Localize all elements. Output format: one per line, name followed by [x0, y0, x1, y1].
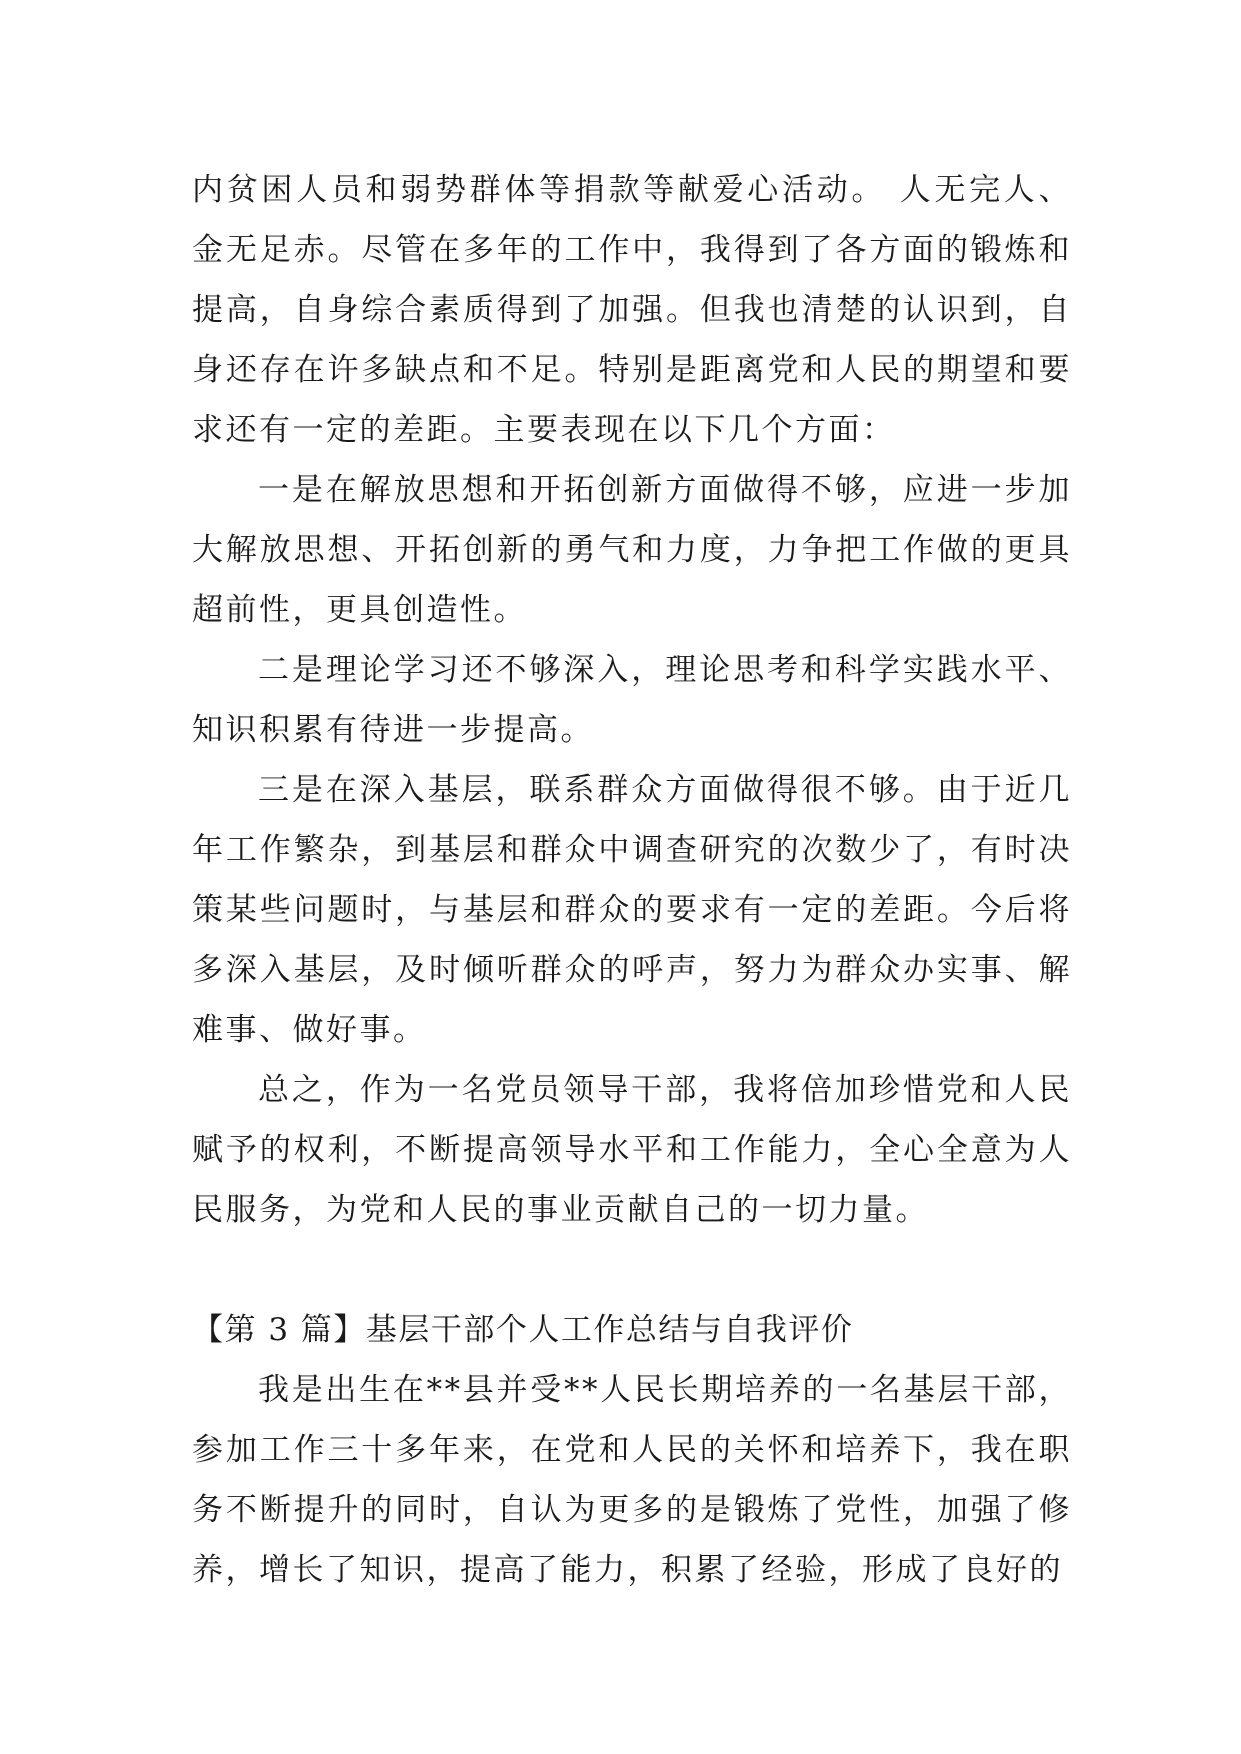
paragraph-conclusion: 总之，作为一名党员领导干部，我将倍加珍惜党和人民赋予的权利，不断提高领导水平和工作能力，全心全意为人民服务，为党和人民的事业贡献自己的一切力量。 — [192, 1072, 1072, 1228]
paragraph-point-three: 三是在深入基层，联系群众方面做得很不够。由于近几年工作繁杂，到基层和群众中调查研究的次数少了，有时决策某些问题时，与基层和群众的要求有一定的差距。今后将多深入基层，及时倾听群众的呼声，努力为群众办实事、解难事、做好事。 — [192, 772, 1072, 1048]
document-body — [192, 160, 1072, 1600]
paragraph-point-two: 二是理论学习还不够深入，理论思考和科学实践水平、知识积累有待进一步提高。 — [192, 652, 1072, 748]
paragraph-continuation: 内贫困人员和弱势群体等捐款等献爱心活动。 人无完人、金无足赤。尽管在多年的工作中，我得到了各方面的锻炼和提高，自身综合素质得到了加强。但我也清楚的认识到，自身还存在许多缺点和不足。特别是距离党和人民的期望和要求还有一定的差距。主要表现在以下几个方面： — [192, 172, 1072, 448]
section-paragraph: 我是出生在**县并受**人民长期培养的一名基层干部，参加工作三十多年来，在党和人民的关怀和培养下，我在职务不断提升的同时，自认为更多的是锻炼了党性，加强了修养，增长了知识，提高了能力，积累了经验，形成了良好的 — [192, 1372, 1072, 1588]
paragraph-point-one: 一是在解放思想和开拓创新方面做得不够，应进一步加大解放思想、开拓创新的勇气和力度，力争把工作做的更具超前性，更具创造性。 — [192, 472, 1072, 628]
section-heading: 【第 3 篇】基层干部个人工作总结与自我评价 — [192, 1312, 854, 1348]
